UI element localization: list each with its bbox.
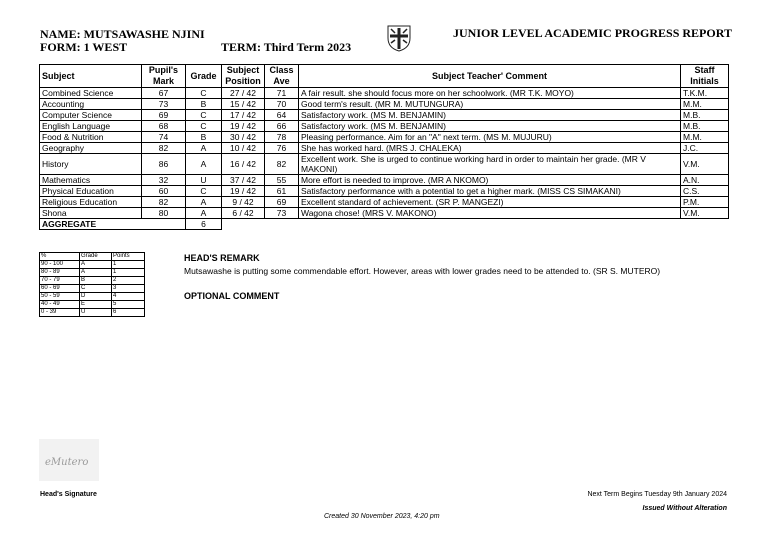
- comment-cell: Excellent standard of achievement. (SR P. MANGEZI): [299, 197, 681, 208]
- comment-cell: She has worked hard. (MRS J. CHALEKA): [299, 143, 681, 154]
- grade-key-row: [40, 293, 145, 301]
- position-cell: 9 / 42: [222, 197, 265, 208]
- grade-cell: C: [186, 186, 222, 197]
- grade-key-row: [40, 277, 145, 285]
- subject-cell: Combined Science: [40, 88, 142, 99]
- grade-key-points: 5: [112, 301, 145, 309]
- comment-cell: Satisfactory work. (MS M. BENJAMIN): [299, 121, 681, 132]
- grade-key-row: [40, 309, 145, 317]
- table-row: [40, 88, 729, 99]
- comment-cell: Satisfactory work. (MS M. BENJAMIN): [299, 110, 681, 121]
- table-row: [40, 110, 729, 121]
- aggregate-spacer: [222, 219, 729, 230]
- comment-cell: Pleasing performance. Aim for an "A" next term. (MS M. MUJURU): [299, 132, 681, 143]
- grade-key-table: [39, 252, 145, 317]
- subject-cell: History: [40, 154, 142, 175]
- aggregate-label: AGGREGATE: [40, 219, 186, 230]
- position-cell: 30 / 42: [222, 132, 265, 143]
- initials-cell: J.C.: [681, 143, 729, 154]
- initials-cell: T.K.M.: [681, 88, 729, 99]
- optional-comment-title: OPTIONAL COMMENT: [184, 291, 280, 301]
- grade-key-range: 90 - 100: [40, 261, 80, 269]
- grade-cell: A: [186, 154, 222, 175]
- grade-key-points: 6: [112, 309, 145, 317]
- subjects-table: [39, 64, 729, 230]
- position-cell: 27 / 42: [222, 88, 265, 99]
- table-row: [40, 99, 729, 110]
- table-row: [40, 154, 729, 175]
- table-header-row: [40, 65, 729, 88]
- next-term-date: Next Term Begins Tuesday 9th January 2024: [587, 491, 727, 498]
- initials-cell: A.N.: [681, 175, 729, 186]
- grade-key-grade: C: [80, 285, 112, 293]
- class-ave-cell: 61: [265, 186, 299, 197]
- grade-cell: A: [186, 197, 222, 208]
- grade-key-grade: A: [80, 269, 112, 277]
- mark-cell: 82: [142, 143, 186, 154]
- grade-key-points: 3: [112, 285, 145, 293]
- position-cell: 10 / 42: [222, 143, 265, 154]
- grade-key-row: [40, 269, 145, 277]
- class-ave-cell: 71: [265, 88, 299, 99]
- position-cell: 15 / 42: [222, 99, 265, 110]
- mark-cell: 80: [142, 208, 186, 219]
- table-row: [40, 197, 729, 208]
- position-cell: 37 / 42: [222, 175, 265, 186]
- mark-cell: 68: [142, 121, 186, 132]
- comment-cell: More effort is needed to improve. (MR A NKOMO): [299, 175, 681, 186]
- class-ave-cell: 69: [265, 197, 299, 208]
- table-row: [40, 132, 729, 143]
- grade-key-range: 40 - 49: [40, 301, 80, 309]
- mark-cell: 82: [142, 197, 186, 208]
- grade-key-grade: B: [80, 277, 112, 285]
- mark-cell: 86: [142, 154, 186, 175]
- header-subject: Subject: [40, 65, 142, 88]
- grade-cell: C: [186, 121, 222, 132]
- class-ave-cell: 70: [265, 99, 299, 110]
- grade-cell: A: [186, 208, 222, 219]
- created-timestamp: Created 30 November 2023, 4:20 pm: [324, 513, 440, 520]
- grade-key-header: [40, 253, 145, 261]
- subject-cell: Food & Nutrition: [40, 132, 142, 143]
- class-ave-cell: 78: [265, 132, 299, 143]
- mark-cell: 32: [142, 175, 186, 186]
- class-ave-cell: 64: [265, 110, 299, 121]
- initials-cell: M.B.: [681, 121, 729, 132]
- comment-cell: Satisfactory performance with a potential to get a higher mark. (MISS CS SIMAKANI): [299, 186, 681, 197]
- initials-cell: V.M.: [681, 208, 729, 219]
- grade-key-points: 1: [112, 269, 145, 277]
- grade-key-grade: U: [80, 309, 112, 317]
- comment-cell: Excellent work. She is urged to continue working hard in order to maintain her grade. (MR V MAKONI): [299, 154, 681, 175]
- table-row: [40, 208, 729, 219]
- subject-cell: Computer Science: [40, 110, 142, 121]
- grade-key-points: 4: [112, 293, 145, 301]
- header-grade: Grade: [186, 65, 222, 88]
- aggregate-row: [40, 219, 729, 230]
- subject-cell: Shona: [40, 208, 142, 219]
- table-row: [40, 186, 729, 197]
- initials-cell: V.M.: [681, 154, 729, 175]
- comment-cell: Wagona chose! (MRS V. MAKONO): [299, 208, 681, 219]
- mark-cell: 74: [142, 132, 186, 143]
- position-cell: 19 / 42: [222, 121, 265, 132]
- signature-text: eMutero: [45, 457, 89, 468]
- grade-cell: A: [186, 143, 222, 154]
- grade-cell: B: [186, 99, 222, 110]
- heads-remark-text: Mutsawashe is putting some commendable effort. However, areas with lower grades need to be attended to. (SR S. MUTERO): [184, 266, 661, 276]
- subject-cell: Mathematics: [40, 175, 142, 186]
- position-cell: 17 / 42: [222, 110, 265, 121]
- subject-cell: Accounting: [40, 99, 142, 110]
- mark-cell: 69: [142, 110, 186, 121]
- heads-remark-title: HEAD'S REMARK: [184, 253, 260, 263]
- grade-key-range: 70 - 79: [40, 277, 80, 285]
- grade-key-header-grade: Grade: [80, 253, 112, 261]
- class-ave-cell: 82: [265, 154, 299, 175]
- grade-cell: U: [186, 175, 222, 186]
- grade-key-range: 50 - 59: [40, 293, 80, 301]
- initials-cell: P.M.: [681, 197, 729, 208]
- aggregate-value: 6: [186, 219, 222, 230]
- header-class-ave: Class Ave: [265, 65, 299, 88]
- comment-cell: Good term's result. (MR M. MUTUNGURA): [299, 99, 681, 110]
- table-row: [40, 121, 729, 132]
- grade-key-range: 80 - 89: [40, 269, 80, 277]
- mark-cell: 67: [142, 88, 186, 99]
- heads-signature-label: Head's Signature: [40, 491, 97, 498]
- subject-cell: English Language: [40, 121, 142, 132]
- position-cell: 19 / 42: [222, 186, 265, 197]
- subject-cell: Physical Education: [40, 186, 142, 197]
- subject-cell: Religious Education: [40, 197, 142, 208]
- grade-key-row: [40, 261, 145, 269]
- initials-cell: M.B.: [681, 110, 729, 121]
- table-row: [40, 143, 729, 154]
- grade-key-range: 0 - 39: [40, 309, 80, 317]
- class-ave-cell: 55: [265, 175, 299, 186]
- grade-key-grade: E: [80, 301, 112, 309]
- table-row: [40, 175, 729, 186]
- grade-key-points: 2: [112, 277, 145, 285]
- initials-cell: M.M.: [681, 132, 729, 143]
- grade-cell: B: [186, 132, 222, 143]
- class-ave-cell: 76: [265, 143, 299, 154]
- initials-cell: M.M.: [681, 99, 729, 110]
- grade-key-row: [40, 285, 145, 293]
- class-ave-cell: 73: [265, 208, 299, 219]
- grade-cell: C: [186, 88, 222, 99]
- school-crest-icon: [386, 24, 412, 52]
- student-form: FORM: 1 WEST: [40, 40, 128, 54]
- grade-key-header-percent: %: [40, 253, 80, 261]
- header-comment: Subject Teacher' Comment: [299, 65, 681, 88]
- grade-key-grade: D: [80, 293, 112, 301]
- report-title: JUNIOR LEVEL ACADEMIC PROGRESS REPORT: [453, 26, 732, 40]
- mark-cell: 73: [142, 99, 186, 110]
- grade-key-points: 1: [112, 261, 145, 269]
- grade-cell: C: [186, 110, 222, 121]
- initials-cell: C.S.: [681, 186, 729, 197]
- head-signature-image: [39, 439, 99, 481]
- grade-key-grade: A: [80, 261, 112, 269]
- grade-key-row: [40, 301, 145, 309]
- position-cell: 6 / 42: [222, 208, 265, 219]
- header-position: Subject Position: [222, 65, 265, 88]
- subject-cell: Geography: [40, 143, 142, 154]
- student-name: NAME: MUTSAWASHE NJINI: [40, 27, 205, 41]
- grade-key-range: 60 - 69: [40, 285, 80, 293]
- issued-note: Issued Without Alteration: [642, 505, 727, 512]
- grade-key-header-points: Points: [112, 253, 145, 261]
- header-mark: Pupil's Mark: [142, 65, 186, 88]
- comment-cell: A fair result. she should focus more on her schoolwork. (MR T.K. MOYO): [299, 88, 681, 99]
- term-label: TERM: Third Term 2023: [221, 40, 352, 54]
- header-initials: Staff Initials: [681, 65, 729, 88]
- class-ave-cell: 66: [265, 121, 299, 132]
- position-cell: 16 / 42: [222, 154, 265, 175]
- mark-cell: 60: [142, 186, 186, 197]
